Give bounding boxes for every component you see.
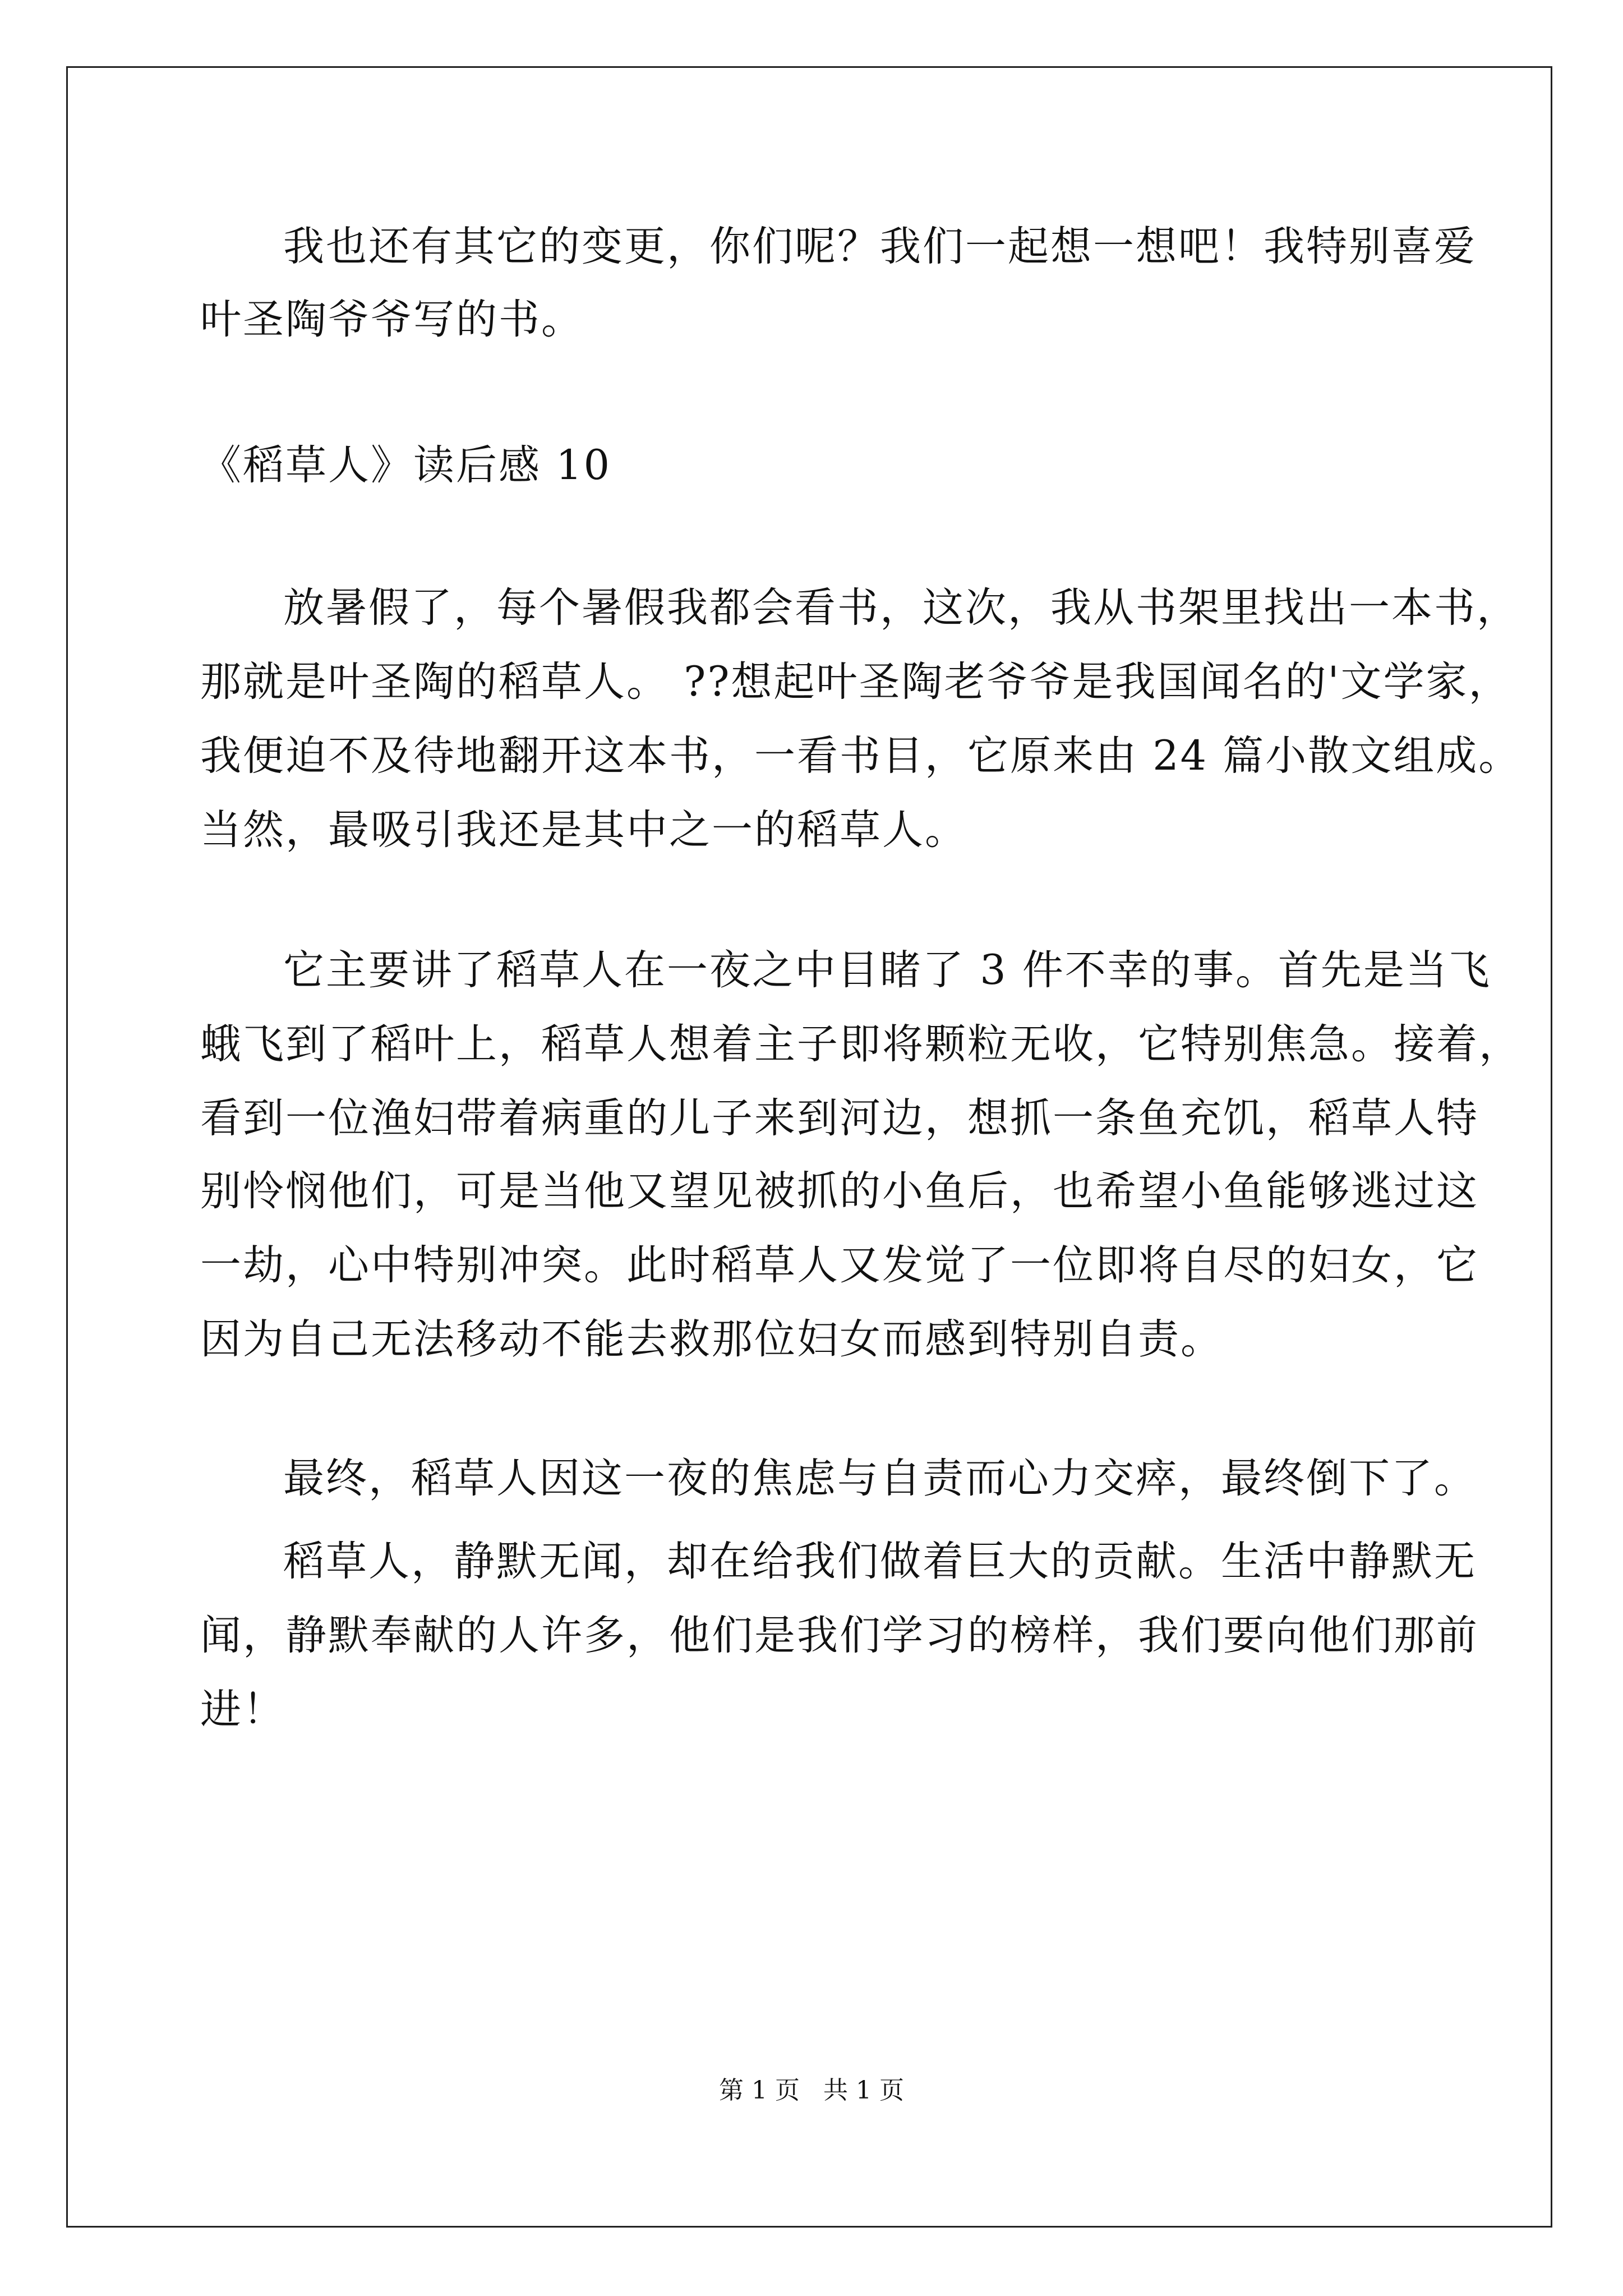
page-number-footer: 第 1 页 共 1 页	[719, 2076, 904, 2105]
page-border	[66, 66, 1552, 2228]
section-heading: 《稻草人》读后感 10	[200, 441, 612, 489]
text-line: 别怜悯他们，可是当他又望见被抓的小鱼后，也希望小鱼能够逃过这	[200, 1167, 1479, 1215]
text-line: 一劫，心中特别冲突。此时稻草人又发觉了一位即将自尽的妇女，它	[200, 1241, 1479, 1289]
text-line: 看到一位渔妇带着病重的儿子来到河边，想抓一条鱼充饥，稻草人特	[200, 1094, 1479, 1142]
text-line: 它主要讲了稻草人在一夜之中目睹了 3 件不幸的事。首先是当飞	[283, 946, 1491, 994]
text-line: 蛾飞到了稻叶上，稻草人想着主子即将颗粒无收，它特别焦急。接着，	[200, 1020, 1521, 1068]
text-line: 叶圣陶爷爷写的书。	[200, 296, 584, 343]
text-line: 最终，稻草人因这一夜的焦虑与自责而心力交瘁，最终倒下了。	[283, 1455, 1477, 1502]
text-line: 我也还有其它的变更，你们呢？我们一起想一想吧！我特别喜爱	[283, 223, 1477, 270]
text-line: 闻，静默奉献的人许多，他们是我们学习的榜样，我们要向他们那前	[200, 1612, 1479, 1659]
text-line: 我便迫不及待地翻开这本书，一看书目，它原来由 24 篇小散文组成。	[200, 732, 1521, 780]
text-line: 放暑假了，每个暑假我都会看书，这次，我从书架里找出一本书，	[283, 584, 1519, 632]
text-line: 当然，最吸引我还是其中之一的稻草人。	[200, 806, 967, 854]
text-line: 进！	[200, 1686, 285, 1733]
text-line: 因为自己无法移动不能去救那位妇女而感到特别自责。	[200, 1315, 1223, 1363]
text-line: 那就是叶圣陶的稻草人。 ??想起叶圣陶老爷爷是我国闻名的'文学家，	[200, 658, 1511, 706]
text-line: 稻草人，静默无闻，却在给我们做着巨大的贡献。生活中静默无	[283, 1538, 1477, 1585]
